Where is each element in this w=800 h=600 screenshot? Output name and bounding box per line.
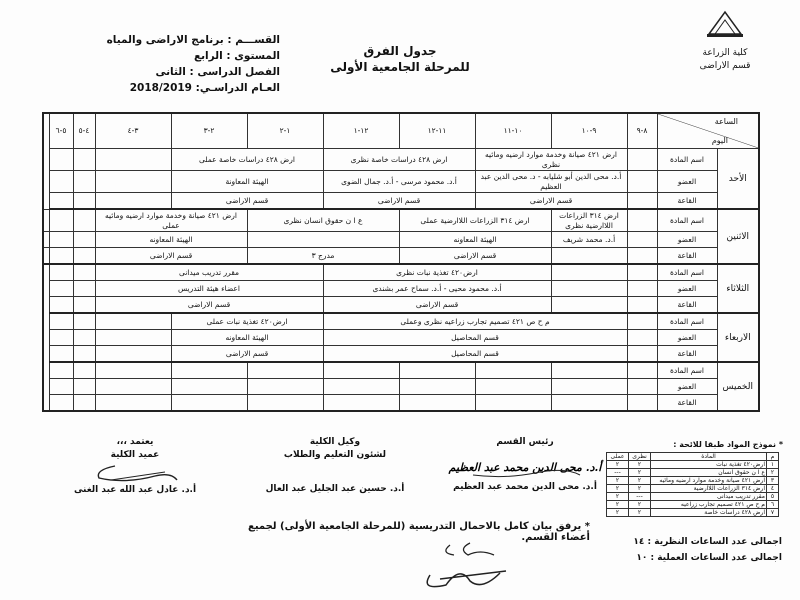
cell-empty	[73, 281, 95, 297]
legend-row	[607, 501, 779, 509]
cell-empty	[49, 209, 73, 232]
cell-mon-member-d: الهيئة المعاونه	[95, 232, 247, 248]
legend-row	[607, 509, 779, 517]
cell-empty	[49, 379, 73, 395]
row-label-hall: القاعة	[657, 248, 717, 265]
legend-theory: ٢	[629, 501, 651, 509]
cell-mon-member-a: أ.د. محمد شريف	[551, 232, 627, 248]
info-level: المستوى : الرابع	[193, 50, 280, 62]
info-semester: الفصل الدراسى : الثانى	[155, 66, 280, 78]
cell-empty	[171, 395, 247, 412]
cell-empty	[171, 379, 247, 395]
cell-empty	[551, 379, 627, 395]
cell-empty	[95, 362, 171, 379]
legend-row	[607, 469, 779, 477]
cell-empty	[627, 313, 657, 330]
signature-department-head	[440, 436, 610, 494]
row-label-subject: اسم المادة	[657, 209, 717, 232]
cell-empty	[627, 248, 657, 265]
row-label-member: العضو	[657, 281, 717, 297]
cell-empty	[73, 313, 95, 330]
cell-empty	[323, 395, 399, 412]
legend-row	[607, 477, 779, 485]
faculty-header	[670, 8, 780, 73]
cell-mon-hall-c: مدرج ٣	[247, 248, 399, 265]
cell-empty	[73, 209, 95, 232]
cell-empty	[49, 313, 73, 330]
row-label-subject: اسم المادة	[657, 313, 717, 330]
row-label-subject: اسم المادة	[657, 264, 717, 281]
cell-empty	[95, 379, 171, 395]
legend-index: ٣	[767, 477, 779, 485]
cell-empty	[49, 248, 73, 265]
legend-practical: ---	[607, 469, 629, 477]
time-slot-header: ٤-٥	[73, 113, 95, 149]
day-tuesday: الثلاثاء	[717, 264, 759, 313]
legend-theory: ٢	[629, 485, 651, 493]
signature-vice-dean	[250, 436, 420, 496]
cell-empty	[323, 362, 399, 379]
cell-wed-member-a: قسم المحاصيل	[323, 330, 627, 346]
cell-empty	[551, 395, 627, 412]
cell-mon-hall-d: قسم الاراضى	[95, 248, 247, 265]
legend-index: ٦	[767, 501, 779, 509]
legend-theory: ٢	[629, 477, 651, 485]
cell-empty	[627, 379, 657, 395]
signature-name: أ.د. محى الدين محمد عبد العظيم	[453, 482, 597, 492]
cell-wed-member-b: الهيئة المعاونه	[171, 330, 323, 346]
legend-index: ٧	[767, 509, 779, 517]
day-thursday: الخميس	[717, 362, 759, 411]
cell-sun-hall-b: قسم الاراضى	[323, 193, 475, 210]
legend-header: المادة	[651, 453, 767, 461]
signature-title: يعتمد ،،،	[116, 437, 154, 447]
cell-empty	[399, 362, 475, 379]
day-wednesday: الاربعاء	[717, 313, 759, 362]
legend-theory: ٢	[629, 461, 651, 469]
cell-empty	[49, 171, 73, 193]
cell-empty	[73, 264, 95, 281]
legend-course: ع ا ن حقوق انسان	[651, 469, 767, 477]
cell-empty	[323, 379, 399, 395]
cell-wed-hall-b: قسم الاراضى	[171, 346, 323, 363]
cell-empty	[627, 281, 657, 297]
cell-sun-member-a: أ.د. محى الدين أبو شليابه - د. محى الدين عبد العظيم	[475, 171, 627, 193]
legend-practical: ٢	[607, 485, 629, 493]
legend-row	[607, 493, 779, 501]
cell-mon-member-b: الهيئة المعاونه	[399, 232, 551, 248]
cell-empty	[475, 362, 551, 379]
legend-index: ٢	[767, 469, 779, 477]
cell-sun-hall-c: قسم الاراضى	[171, 193, 323, 210]
cell-empty	[247, 362, 323, 379]
legend-index: ١	[767, 461, 779, 469]
cell-empty	[95, 346, 171, 363]
cell-tue-subject-a: ارض٤٢٠ تغذية نبات نظرى	[323, 264, 551, 281]
cell-empty	[49, 281, 73, 297]
time-slot-header: ١١-١٢	[399, 113, 475, 149]
row-label-subject: اسم المادة	[657, 362, 717, 379]
signature-subtitle: لشئون التعليم والطلاب	[283, 450, 387, 460]
cell-empty	[49, 395, 73, 412]
cell-empty	[475, 395, 551, 412]
cell-wed-hall-a: قسم المحاصيل	[323, 346, 627, 363]
time-slot-header: ٣-٤	[95, 113, 171, 149]
cell-empty	[627, 209, 657, 232]
handwritten-signature-icon	[410, 535, 520, 595]
time-slot-header: ٩-١٠	[551, 113, 627, 149]
legend-practical: ٢	[607, 501, 629, 509]
hours-totals	[610, 534, 782, 566]
cell-empty	[551, 362, 627, 379]
legend-theory: ---	[629, 493, 651, 501]
cell-empty	[73, 149, 95, 171]
cell-empty	[73, 379, 95, 395]
cell-empty	[627, 264, 657, 281]
row-label-hall: القاعة	[657, 297, 717, 314]
cell-wed-subject-b: ارض٤٢٠ تغذية نبات عملى	[171, 313, 323, 330]
title-line-1: جدول الفرق	[363, 44, 437, 58]
signature-dean	[50, 436, 220, 497]
row-label-hall: القاعة	[657, 346, 717, 363]
cell-empty	[49, 330, 73, 346]
cell-empty	[73, 248, 95, 265]
cell-empty	[43, 232, 49, 248]
cell-empty	[49, 362, 73, 379]
time-slot-header: ٨-٩	[627, 113, 657, 149]
row-label-hall: القاعة	[657, 193, 717, 210]
cell-empty	[73, 297, 95, 314]
program-info	[40, 32, 280, 96]
legend-row	[607, 461, 779, 469]
cell-empty	[43, 209, 49, 232]
cell-empty	[399, 379, 475, 395]
cell-empty	[73, 193, 95, 210]
legend-course: ارض ٤٢١ صيانة وخدمة موارد ارضيه ومائيه	[651, 477, 767, 485]
row-label-member: العضو	[657, 379, 717, 395]
legend-course: مقرر تدريب ميدانى	[651, 493, 767, 501]
cell-empty	[551, 297, 627, 314]
cell-empty	[627, 297, 657, 314]
cell-empty	[95, 193, 171, 210]
legend-course: م ح ص ٤٢١ تصميم تجارب زراعيه	[651, 501, 767, 509]
corner-hour-label: الساعة	[714, 117, 738, 126]
legend-title: * نموذج المواد طبقا للائحة :	[673, 440, 783, 449]
cell-mon-hall-b: قسم الاراضى	[399, 248, 551, 265]
cell-sun-subject-c: ارض ٤٢٨ دراسات خاصة عملى	[171, 149, 323, 171]
row-label-member: العضو	[657, 330, 717, 346]
signature-title: وكيل الكلية	[309, 437, 361, 447]
cell-empty	[627, 346, 657, 363]
faculty-name: كلية الزراعة	[702, 48, 748, 58]
cell-sun-subject-a: ارض ٤٢١ صيانة وخدمة موارد ارضيه ومائيه نظرى	[475, 149, 627, 171]
signature-name: أ.د. حسين عبد الجليل عبد العال	[265, 484, 405, 494]
total-theory-hours: اجمالى عدد الساعات النظرية : ١٤	[633, 537, 782, 547]
cell-empty	[171, 362, 247, 379]
legend-index: ٤	[767, 485, 779, 493]
time-slot-header: ١-٢	[247, 113, 323, 149]
time-slot-header: ٥-٦	[49, 113, 73, 149]
cell-sun-member-b: أ.د. محمود مرسى - أ.د. جمال الضوى	[323, 171, 475, 193]
university-logo-icon	[703, 8, 747, 40]
cell-empty	[95, 395, 171, 412]
cell-empty	[73, 395, 95, 412]
cell-empty	[551, 248, 627, 265]
cell-empty	[73, 171, 95, 193]
course-legend-table	[606, 452, 779, 517]
handwritten-signature-icon	[85, 462, 185, 484]
cell-empty	[95, 149, 171, 171]
cell-empty	[627, 171, 657, 193]
legend-header: م	[767, 453, 779, 461]
cell-empty	[43, 248, 49, 265]
cell-empty	[49, 264, 73, 281]
cell-empty	[49, 193, 73, 210]
cell-tue-hall-a: قسم الاراضى	[323, 297, 551, 314]
legend-course: ارض ٤٢٨ دراسات خاصة	[651, 509, 767, 517]
cell-sun-subject-b: ارض ٤٢٨ دراسات خاصة نظرى	[323, 149, 475, 171]
cell-empty	[49, 232, 73, 248]
corner-diagonal-line	[658, 114, 759, 148]
cell-tue-member-a: أ.د. محمود محيى - أ.د. سماح عمر بشندى	[323, 281, 551, 297]
cell-empty	[73, 232, 95, 248]
row-label-subject: اسم المادة	[657, 149, 717, 171]
attachment-note: * يرفق بيان كامل بالاحمال التدريسية (للمرحلة الجامعية الأولى) لجميع أعضاء القسم.	[247, 521, 590, 543]
legend-practical: ٢	[607, 493, 629, 501]
info-year: العـام الدراسـي: 2018/2019	[129, 82, 280, 94]
cell-empty	[551, 264, 627, 281]
corner-day-label: اليوم	[711, 136, 728, 145]
cell-empty	[49, 149, 73, 171]
page-title	[300, 43, 500, 75]
cell-empty	[247, 232, 399, 248]
time-slot-header: ٢-٣	[171, 113, 247, 149]
cell-empty	[551, 281, 627, 297]
cell-empty	[73, 346, 95, 363]
cell-mon-subject-c: ع ا ن حقوق انسان نظرى	[247, 209, 399, 232]
cell-empty	[49, 346, 73, 363]
header-corner-cell	[657, 113, 759, 149]
cell-sun-member-c: الهيئة المعاونة	[171, 171, 323, 193]
cell-mon-subject-d: ارض ٤٢١ صيانة وخدمة موارد ارضيه ومائيه عملى	[95, 209, 247, 232]
cell-mon-subject-a: ارض ٣١٤ الزراعات اللاارضية نظرى	[551, 209, 627, 232]
info-department: القســـم : برنامج الاراضى والمياه	[106, 34, 280, 46]
legend-row	[607, 485, 779, 493]
cell-sun-hall-a: قسم الاراضى	[475, 193, 627, 210]
signature-name: أ.د. عادل عبد الله عبد الغنى	[73, 485, 197, 495]
cell-empty	[475, 379, 551, 395]
cell-empty	[399, 395, 475, 412]
cell-mon-subject-b: ارض ٣١٤ الزراعات اللاارضية عملى	[399, 209, 551, 232]
legend-index: ٥	[767, 493, 779, 501]
cell-empty	[49, 297, 73, 314]
cell-empty	[627, 330, 657, 346]
cell-wed-subject-a: م ح ص ٤٢١ تصميم تجارب زراعيه نظرى وعملى	[323, 313, 627, 330]
schedule-table	[42, 112, 760, 412]
legend-course: ارض٤٢٠ تغذية نبات	[651, 461, 767, 469]
signature-subtitle: عميد الكلية	[110, 450, 160, 460]
cell-empty	[73, 330, 95, 346]
cell-empty	[627, 395, 657, 412]
legend-practical: ٢	[607, 461, 629, 469]
legend-theory: ٢	[629, 509, 651, 517]
cell-empty	[95, 330, 171, 346]
time-slot-header: ١٢-١	[323, 113, 399, 149]
cell-empty	[627, 362, 657, 379]
handwritten-name: أ.د. محى الدين محمد عبد العظيم	[448, 461, 602, 474]
day-monday: الاثنين	[717, 209, 759, 264]
cell-empty	[247, 395, 323, 412]
department-name: قسم الاراضى	[699, 61, 751, 71]
day-sunday: الأحد	[717, 149, 759, 210]
legend-header: نظرى	[629, 453, 651, 461]
title-line-2: للمرحلة الجامعية الأولى	[330, 60, 470, 74]
cell-empty	[95, 313, 171, 330]
cell-empty	[73, 362, 95, 379]
cell-empty	[95, 171, 171, 193]
cell-tue-hall-b: قسم الاراضى	[95, 297, 323, 314]
total-practical-hours: اجمالى عدد الساعات العملية : ١٠	[636, 553, 782, 563]
cell-empty	[627, 149, 657, 171]
legend-course: ارض ٣١٤ الزراعات اللاارضية	[651, 485, 767, 493]
cell-empty	[247, 379, 323, 395]
cell-empty	[627, 232, 657, 248]
cell-empty	[627, 193, 657, 210]
legend-practical: ٢	[607, 509, 629, 517]
row-label-member: العضو	[657, 171, 717, 193]
cell-tue-member-b: اعضاء هيئة التدريس	[95, 281, 323, 297]
legend-header: عملى	[607, 453, 629, 461]
legend-theory: ٢	[629, 469, 651, 477]
signature-title: رئيس القسم	[496, 437, 554, 447]
cell-tue-subject-b: مقرر تدريب ميدانى	[95, 264, 323, 281]
handwritten-signature-icon	[448, 449, 602, 481]
legend-practical: ٢	[607, 477, 629, 485]
row-label-member: العضو	[657, 232, 717, 248]
time-slot-header: ١٠-١١	[475, 113, 551, 149]
row-label-hall: القاعة	[657, 395, 717, 412]
